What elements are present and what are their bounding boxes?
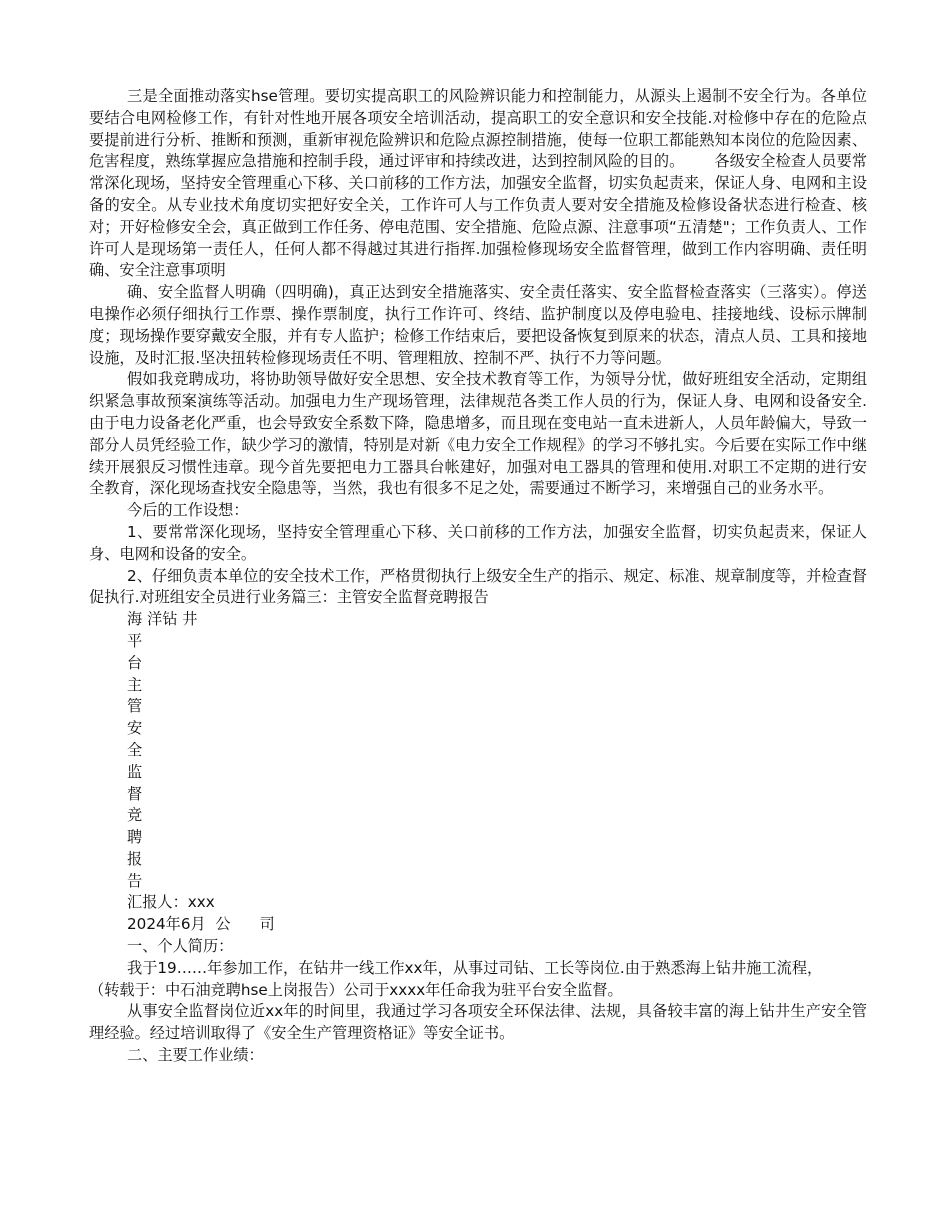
vertical-char: 聘 <box>127 828 143 847</box>
vertical-char: 全 <box>127 740 143 759</box>
paragraph-plan-1: 1、要常常深化现场，坚持安全管理重心下移、关口前移的工作方法，加强安全监督，切实负起责来，保证人身、电网和设备的安全。 <box>89 522 867 563</box>
paragraph-hse-management <box>89 86 867 282</box>
paragraph-text: 各级安全检查人员要常常深化现场，坚持安全管理重心下移、关口前移的工作方法，加强安全监督，切实负起责来，保证人身、电网和主设备的安全。从专业技术角度切实把好安全关，工作许可人与工作负责人要对安全措施及检修设备状态进行检查、核对；开好检修安全会，真正做到工作任务、停电范围、安全措施、危险点源、注意事项“五清楚"；工作负责人、工作许可人是现场第一责任人，任何人都不得越过其进行指挥.加强检修现场安全监督管理，做到工作内容明确、责任明确、安全注意事项明 <box>89 152 868 280</box>
vertical-char: 报 <box>127 849 143 868</box>
paragraph-plan-2: 2、仔细负责本单位的安全技术工作，严格贯彻执行上级安全生产的指示、规定、标准、规章制度等，并检查督促执行.对班组安全员进行业务篇三：主管安全监督竞聘报告 <box>89 566 867 607</box>
report-title-horizontal: 海 洋钻 井 <box>127 610 198 629</box>
report-title-vertical <box>127 631 149 893</box>
vertical-char: 主 <box>127 675 143 694</box>
reporter-line: 汇报人：xxx <box>127 893 215 912</box>
vertical-char: 平 <box>127 631 143 650</box>
vertical-char: 告 <box>127 871 143 890</box>
document-body <box>89 86 867 1067</box>
vertical-char: 督 <box>127 784 143 803</box>
section-resume-heading: 一、个人简历： <box>127 937 234 956</box>
vertical-char: 台 <box>127 653 143 672</box>
vertical-char: 竞 <box>127 806 143 825</box>
vertical-char: 安 <box>127 719 143 738</box>
paragraph-future-plans-heading: 今后的工作设想： <box>127 501 249 520</box>
paragraph-four-clear: 确、安全监督人明确（四明确)，真正达到安全措施落实、安全责任落实、安全监督检查落实（三落实）。停送电操作必须仔细执行工作票、操作票制度，执行工作许可、终结、监护制度以及停电验电、挂接地线、设标示牌制度；现场操作要穿戴安全服，并有专人监护；检修工作结束后，要把设备恢复到原来的状态，清点人员、工具和接地设施，及时汇报.坚决扭转检修现场责任不明、管理粗放、控制不严、执行不力等问题。 <box>89 283 867 367</box>
vertical-char: 监 <box>127 762 143 781</box>
section-achievements-heading: 二、主要工作业绩： <box>127 1046 264 1065</box>
paragraph-text: 三是全面推动落实hse管理。要切实提高职工的风险辨识能力和控制能力，从源头上遏制不安全行为。各单位要结合电网检修工作，有针对性地开展各项安全培训活动，提高职工的安全意识和安全技能.对检修中存在的危险点要提前进行分析、推断和预测，重新审视危险辨识和危险点源控制措施，使每一位职工都能熟知本岗位的危险因素、危害程度，熟练掌握应急措施和控制手段，通过评审和持续改进，达到控制风险的目的。 <box>89 87 867 171</box>
paragraph-resume: 我于19……年参加工作，在钻井一线工作xx年，从事过司钻、工长等岗位.由于熟悉海上钻井施工流程， <box>127 958 823 977</box>
date-company-line: 2024年6月 公 司 <box>127 915 275 934</box>
paragraph-resume-continued: （转载于：中石油竞聘hse上岗报告）公司于xxxx年任命我为驻平台安全监督。 <box>89 980 623 999</box>
paragraph-experience: 从事安全监督岗位近xx年的时间里，我通过学习各项安全环保法律、法规，具备较丰富的海上钻井生产安全管理经验。经过培训取得了《安全生产管理资格证》等安全证书。 <box>89 1002 867 1043</box>
paragraph-if-hired: 假如我竞聘成功，将协助领导做好安全思想、安全技术教育等工作，为领导分忧，做好班组安全活动，定期组织紧急事故预案演练等活动。加强电力生产现场管理，法律规范各类工作人员的行为，保证人身、电网和设备安全.由于电力设备老化严重，也会导致安全系数下降，隐患增多，而且现在变电站一直未进新人，人员年龄偏大，导致一部分人员凭经验工作，缺少学习的激情，特别是对新《电力安全工作规程》的学习不够扎实。今后要在实际工作中继续开展狠反习惯性违章。现今首先要把电力工器具台帐建好，加强对电工器具的管理和使用.对职工不定期的进行安全教育，深化现场查找安全隐患等，当然，我也有很多不足之处，需要通过不断学习，来增强自己的业务水平。 <box>89 370 867 498</box>
vertical-char: 管 <box>127 697 143 716</box>
